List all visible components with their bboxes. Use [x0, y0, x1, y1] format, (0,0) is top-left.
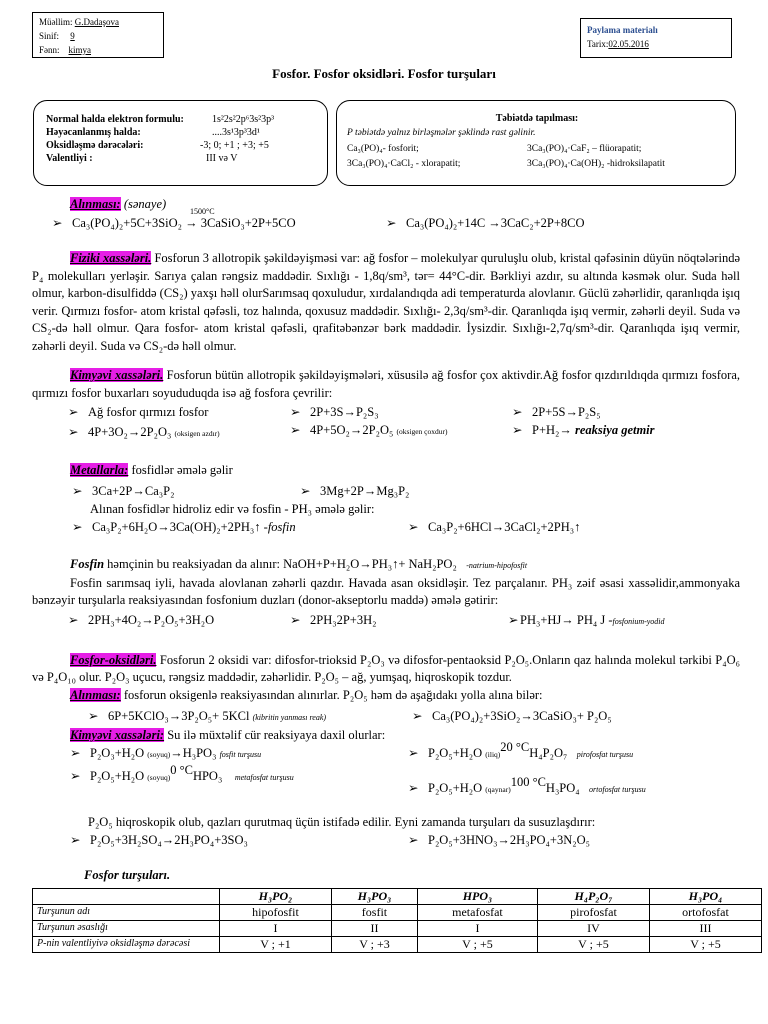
oxides-reaction-1 — [88, 709, 326, 725]
chem-reaction-b2 — [290, 423, 448, 439]
hydroxylapatite: 3Ca₃(PO)₄·Ca(OH)₂ -hidroksilapatit — [527, 159, 665, 169]
fluorapatite: 3Ca₃(PO)₄·CaF₂ – flüorapatit; — [527, 144, 642, 154]
chem-b1-text: 4P+3O₂→2P₂O₃ — [88, 425, 172, 439]
phosphine-reaction-1 — [68, 613, 214, 629]
obtain-reaction-1 — [52, 216, 296, 232]
chem-reaction-a1 — [68, 405, 208, 421]
metals-r2-text: 3Mg+2P→Mg₃P₂ — [320, 484, 410, 498]
phosphorite: Ca₃(PO)₄- fosforit; — [347, 144, 419, 154]
page-title: Fosfor. Fosfor oksidləri. Fosfor turşuları — [272, 66, 496, 81]
header-cell: H₃PO₄ — [649, 889, 761, 905]
chem-reaction-a3 — [512, 405, 601, 421]
electron-formula-row — [46, 113, 184, 126]
table-cell: pirofosfat — [537, 905, 649, 921]
obtain-label: Alınması: — [70, 197, 121, 211]
metals-label: Metallarla: — [70, 463, 129, 477]
chem-b2-note: (oksigen çoxdur) — [396, 427, 448, 436]
bullet-arrow-icon: ➢ — [290, 423, 301, 437]
date-value: 02.05.2016 — [608, 39, 649, 49]
metals-reaction-4 — [408, 520, 580, 536]
bullet-arrow-icon: ➢ — [88, 709, 99, 723]
bullet-arrow-icon: ➢ — [408, 781, 419, 795]
water-reaction-2 — [408, 740, 634, 762]
w4-cond: (qaynar) — [485, 785, 511, 794]
drying-reaction-1 — [70, 833, 248, 849]
excited-state-value: ....3s¹3p³3d¹ — [212, 127, 260, 138]
bullet-arrow-icon: ➢ — [512, 423, 523, 437]
excited-state-label: Həyəcanlanmış halda: — [46, 127, 141, 138]
electron-info-box — [33, 100, 328, 186]
chem-a3-text: 2P+5S→P₂S₅ — [532, 405, 601, 419]
obtain-r1-text: Ca₃(PO₄)₂+5C+3SiO₂ → 3CaSiO₃+2P+5CO — [72, 216, 296, 230]
w3-cond: (soyuq) — [147, 773, 171, 782]
bullet-arrow-icon: ➢ — [68, 613, 79, 627]
drying-note: P₂O₅ hiqroskopik olub, qazları qurutmaq üçün istifadə edilir. Eyni zamanda turşuları da susuzlaşdırır: — [88, 815, 596, 829]
metals-reaction-1 — [72, 484, 174, 500]
metals-note: Alınan fosfidlər hidroliz edir və fosfin - PH₃ əmələ gəlir: — [90, 502, 375, 516]
row-label: Turşunun adı — [33, 905, 220, 921]
metals-heading — [70, 463, 233, 479]
w4-result: H₃PO₄ — [545, 781, 580, 795]
date-row — [587, 37, 725, 51]
header-empty-cell — [33, 889, 220, 905]
obtain-note: (sənaye) — [123, 197, 167, 211]
physical-text: Fosforun 3 allotropik şəkildəyişməsi var: ağ fosfor – molekulyar quruluşlu olub, kristal qəfəsinin düyün nöqtələrində P₄ molekulları yerləşir. Sarıya çalan rəngsiz maddədir. Sıxlığı - 1,8q/sm³, tər= 44°C-dir. Bərkliyi azdır, su altında kəsmək olur. Suda həll olmur, karbon-disulfiddə (CS₂) yaxşı həll olurSarımsaq qoxuludur, xırdalandıqda adi temperaturda alovlanır. Güclü zəhərlidir, qaranlıqda işıq verir. Qırmızı fosfor- atom kristal qəfəsli, toz halında, qoxusuz maddədir. Sıxlığı- 2,3q/sm³-dir. Qaranlıqda işıq vermir, zəhərli deyil. Suda və CS₂-də həll olmur. Qara fosfor- atom kristal qəfəsli, qrafitəbənzər bərk maddədir. İysizdir. Sıxlığı-2,7q/sm³-dir. Qaranlıqda işıq vermir, zəhərli deyil. Suda və CS₂-də həll olmur. — [32, 251, 740, 353]
chem-b3-text: P+H₂→ — [532, 423, 572, 437]
phosphine-text1: həmçinin bu reaksiyadan da alınır: NaOH+P+H₂O→PH₃↑+ NaH₂PO₂ — [104, 557, 457, 571]
class-row — [39, 29, 157, 43]
oxides-chem-label: Kimyəvi xassələri: — [70, 728, 165, 742]
w3-temp: 0 °C — [170, 763, 193, 777]
header-cell: H₄P₂O₇ — [537, 889, 649, 905]
metals-r1-text: 3Ca+2P→Ca₃P₂ — [92, 484, 175, 498]
oxidation-states-label: Oksidləşmə dərəcələri: — [46, 140, 144, 151]
table-cell: V ; +1 — [220, 937, 332, 953]
bullet-arrow-icon: ➢ — [72, 484, 83, 498]
bullet-arrow-icon: ➢ — [408, 520, 419, 534]
chem-a2-text: 2P+3S→P₂S₃ — [310, 405, 379, 419]
bullet-arrow-icon: ➢ — [408, 833, 419, 847]
date-label: Tarix: — [587, 39, 609, 49]
w2-temp: 20 °C — [500, 740, 530, 754]
header-cell: H₃PO₃ — [332, 889, 418, 905]
table-cell: V ; +5 — [537, 937, 649, 953]
bullet-arrow-icon: ➢ — [72, 520, 83, 534]
w2-note: pirofosfat turşusu — [576, 750, 634, 759]
water-reaction-1 — [70, 746, 261, 762]
bullet-arrow-icon: ➢ — [290, 613, 301, 627]
acids-table — [32, 888, 762, 953]
nature-line1: P təbiətdə yalnız birləşmələr şəklində rast gəlinir. — [347, 128, 536, 138]
table-cell: II — [332, 921, 418, 937]
phosphine-reaction-2 — [290, 613, 376, 629]
table-header-row — [33, 889, 762, 905]
chlorapatite: 3Ca₃(PO)₄·CaCl₂ - xlorapatit; — [347, 159, 461, 169]
water-reaction-3 — [70, 763, 294, 785]
oxides-reaction-2 — [412, 709, 612, 725]
oxides-label: Fosfor-oksidləri. — [70, 653, 157, 667]
w1-cond: (soyuq) — [147, 750, 171, 759]
oxides-obtain — [70, 688, 543, 704]
phosphine-text2: Fosfin sarımsaq iyli, havada alovlanan zəhərli qazdır. Havada asan oksidləşir. Tez parçalanır. PH₃ zəif əsasi xassəlidir,ammonyaka bənzəyir turşularla reaksiyasından fosfonium duzları (donor-akseptorlu maddə) əmələ gətirir: — [32, 576, 740, 607]
teacher-name: G.Dadaşova — [74, 17, 119, 27]
table-cell: IV — [537, 921, 649, 937]
phosphine-r3-text: PH₃+HJ→ PH₄ J - — [520, 613, 613, 627]
obtain-temp: 1500°C — [190, 207, 215, 216]
teacher-info-box — [32, 12, 164, 58]
phosphine-reaction-3 — [508, 613, 665, 629]
bullet-arrow-icon: ➢ — [512, 405, 523, 419]
w4-text: P₂O₅+H₂O — [428, 781, 483, 795]
table-row — [33, 937, 762, 953]
chemical-properties — [32, 367, 740, 402]
row-label: Turşunun əsaslığı — [33, 921, 220, 937]
chem-b3-note: reaksiya getmir — [575, 423, 655, 437]
w2-text: P₂O₅+H₂O — [428, 746, 483, 760]
chem-reaction-b1 — [68, 425, 220, 441]
electron-formula-value: 1s²2s²2p⁶3s²3p³ — [212, 114, 275, 125]
table-cell: V ; +5 — [649, 937, 761, 953]
oxides-o1-text: 6P+5KClO₃→3P₂O₅+ 5KCl — [108, 709, 250, 723]
w3-text: P₂O₅+H₂O — [90, 769, 145, 783]
class-value: 9 — [70, 31, 75, 41]
class-label: Sinif: — [39, 31, 60, 41]
table-cell: hipofosfit — [220, 905, 332, 921]
table-cell: fosfit — [332, 905, 418, 921]
table-cell: I — [417, 921, 537, 937]
w1-note: fosfit turşusu — [219, 750, 262, 759]
chem-reaction-b3 — [512, 423, 655, 439]
bullet-arrow-icon: ➢ — [300, 484, 311, 498]
oxides-obtain-text: fosforun oksigenlə reaksiyasından alınırlar. P₂O₅ həm də aşağıdakı yolla alına bilər: — [120, 688, 543, 702]
valence-value: III və V — [206, 153, 238, 164]
bullet-arrow-icon: ➢ — [68, 425, 79, 439]
obtain-reaction-2 — [386, 216, 585, 232]
nature-info-box — [336, 100, 736, 186]
table-cell: I — [220, 921, 332, 937]
bullet-arrow-icon: ➢ — [408, 746, 419, 760]
bullet-arrow-icon: ➢ — [290, 405, 301, 419]
physical-label: Fiziki xassələri. — [70, 251, 152, 265]
oxidation-states-value: -3; 0; +1 ; +3; +5 — [200, 140, 269, 151]
valence-label: Valentliyi : — [46, 153, 93, 164]
obtain-heading — [70, 197, 166, 213]
drying-reaction-2 — [408, 833, 590, 849]
bullet-arrow-icon: ➢ — [52, 216, 63, 230]
w2-cond: (iliq) — [485, 750, 501, 759]
w4-temp: 100 °C — [510, 775, 546, 789]
phosphine-r2-text: 2PH₃2P+3H₂ — [310, 613, 377, 627]
subject-label: Fənn: — [39, 45, 60, 55]
teacher-row — [39, 15, 157, 29]
metals-reaction-3 — [72, 520, 296, 536]
oxides-chem-text: Su ilə müxtəlif cür reaksiyaya daxil olurlar: — [164, 728, 386, 742]
acids-title: Fosfor turşuları. — [84, 868, 171, 882]
bullet-arrow-icon: ➢ — [386, 216, 397, 230]
w1-text: P₂O₃+H₂O — [90, 746, 145, 760]
physical-properties — [32, 250, 740, 355]
oxides-paragraph — [32, 652, 740, 686]
d2-text: P₂O₅+3HNO₃→2H₃PO₄+3N₂O₅ — [428, 833, 590, 847]
obtain-r2-text: Ca₃(PO₄)₂+14C →3CaC₂+2P+8CO — [406, 216, 585, 230]
table-row — [33, 921, 762, 937]
oxides-o1-note: (kibritin yanması reak) — [252, 713, 327, 722]
phosphine-note1: -natrium-hipofosfit — [466, 561, 528, 570]
metals-r4-text: Ca₃P₂+6HCl→3CaCl₂+2PH₃↑ — [428, 520, 581, 534]
phosphine-label: Fosfin — [70, 557, 105, 571]
w3-note: metafosfat turşusu — [234, 773, 294, 782]
table-cell: V ; +5 — [417, 937, 537, 953]
table-row — [33, 905, 762, 921]
bullet-arrow-icon: ➢ — [70, 746, 81, 760]
chem-reaction-a2 — [290, 405, 379, 421]
table-cell: V ; +3 — [332, 937, 418, 953]
teacher-label: Müəllim: — [39, 17, 73, 27]
nature-title: Təbiətdə tapılması: — [495, 113, 579, 124]
bullet-arrow-icon: ➢ — [412, 709, 423, 723]
w2-result: H₄P₂O₇ — [529, 746, 568, 760]
bullet-arrow-icon: ➢ — [70, 833, 81, 847]
metals-r3-text: Ca₃P₂+6H₂O→3Ca(OH)₂+2PH₃↑ - — [92, 520, 268, 534]
header-cell: H₃PO₂ — [220, 889, 332, 905]
subject-row — [39, 43, 157, 57]
header-cell: HPO₃ — [417, 889, 537, 905]
oxides-o2-text: Ca₃(PO₄)₂+3SiO₂→3CaSiO₃+ P₂O₅ — [432, 709, 612, 723]
w3-result: HPO₃ — [192, 769, 223, 783]
w1-result: →H₃PO₃ — [170, 746, 217, 760]
oxides-text: Fosforun 2 oksidi var: difosfor-trioksid P₂O₃ və difosfor-pentaoksid P₂O₅.Onların qaz halında molekul tərkibi P₄O₆ və P₄O₁₀ olur. P₂O₃ uçucu, rəngsiz maddədir, zəhərlidir. P₂O₅ – ağ, yumşaq, hiqroskopik tozdur. — [32, 653, 740, 684]
handout-label: Paylama materialı — [587, 25, 658, 35]
chemical-label: Kimyəvi xassələri. — [70, 368, 164, 382]
subject-value: kimya — [68, 45, 92, 55]
table-cell: III — [649, 921, 761, 937]
bullet-arrow-icon: ➢ — [70, 769, 81, 783]
chem-b2-text: 4P+5O₂→2P₂O₅ — [310, 423, 394, 437]
metals-r3-note: fosfin — [267, 520, 296, 534]
metals-reaction-2 — [300, 484, 409, 500]
bullet-arrow-icon: ➢ — [508, 613, 519, 627]
phosphine-r3-note: fosfonium-yodid — [612, 617, 665, 626]
table-cell: metafosfat — [417, 905, 537, 921]
row-label: P-nin valentliyivə oksidləşmə dərəcəsi — [33, 937, 220, 953]
electron-formula-label: Normal halda elektron formulu: — [46, 114, 184, 125]
chemical-text: Fosforun bütün allotropik şəkildəyişmələri, xüsusilə ağ fosfor çox aktivdir.Ağ fosfor qızdırıldıqda qırmızı fosfora, qırmızı fosfor buxarları soyududuqda isə ağ fosfora çevrilir: — [32, 368, 740, 400]
d1-text: P₂O₅+3H₂SO₄→2H₃PO₄+3SO₃ — [90, 833, 248, 847]
chem-b1-note: (oksigen azdır) — [174, 429, 220, 438]
chem-a1-text: Ağ fosfor qırmızı fosfor — [88, 405, 209, 419]
oxides-chem-heading — [70, 728, 385, 744]
water-reaction-4 — [408, 775, 646, 797]
handout-box — [580, 18, 732, 58]
oxides-obtain-label: Alınması: — [70, 688, 121, 702]
phosphine-r1-text: 2PH₃+4O₂→P₂O₅+3H₂O — [88, 613, 215, 627]
bullet-arrow-icon: ➢ — [68, 405, 79, 419]
phosphine-heading — [70, 557, 527, 573]
table-cell: ortofosfat — [649, 905, 761, 921]
w4-note: ortofosfat turşusu — [589, 785, 646, 794]
metals-text: fosfidlər əmələ gəlir — [128, 463, 233, 477]
